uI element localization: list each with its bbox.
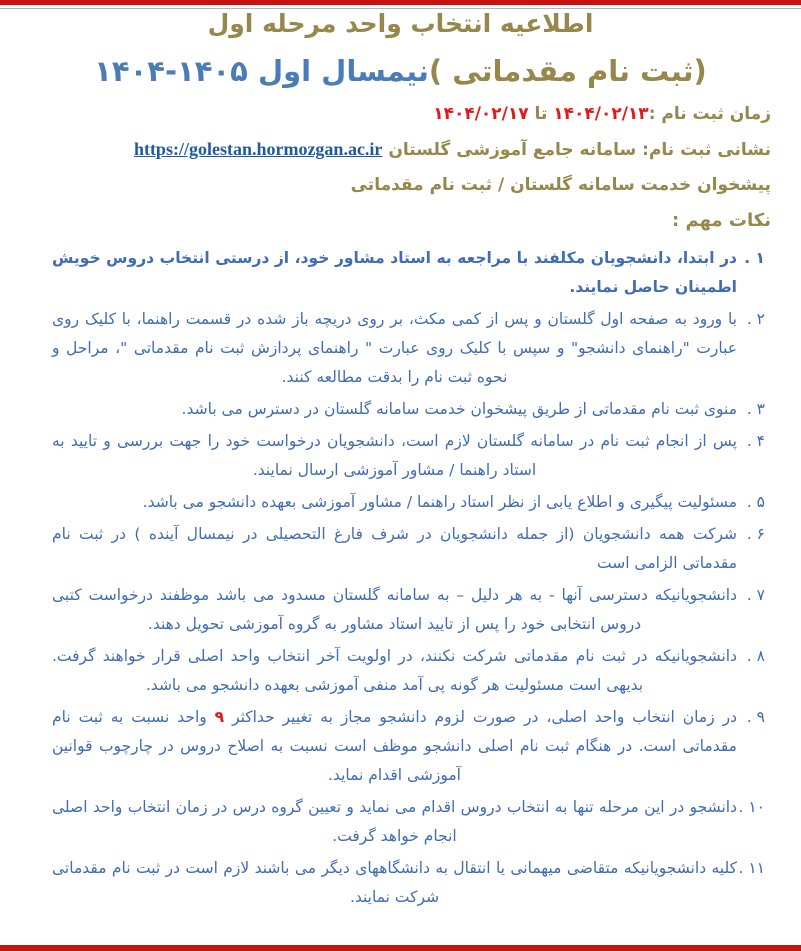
note-text: کلیه دانشجویانیکه متقاضی میهمانی یا انتقال به دانشگاههای دیگر می باشند لازم است در ثبت نام مقدماتی شرکت نمایند.: [52, 859, 737, 906]
note-text: شرکت همه دانشجویان (از جمله دانشجویان در شرف فارغ التحصیلی در نیمسال آینده ) در ثبت نام مقدماتی الزامی است: [52, 525, 737, 572]
important-notes-label: نکات مهم :: [672, 210, 771, 231]
note-text: با ورود به صفحه اول گلستان و پس از کمی مکث، بر روی دریچه باز شده در قسمت راهنما، با کلیک روی عبارت "راهنمای دانشجو" و سپس با کلیک روی عبارت " راهنمای پردازش ثبت نام مقدماتی "، مراحل و نحوه ثبت نام را بدقت مطالعه کنند.: [52, 310, 737, 386]
note-number: ۶ .: [746, 525, 765, 543]
registration-address-line: [30, 138, 771, 162]
registration-time-line: [30, 103, 771, 126]
service-path-line: پیشخوان خدمت سامانه گلستان / ثبت نام مقدماتی: [350, 175, 771, 195]
note-number: ۱ .: [744, 249, 765, 267]
note-number: ۹ .: [746, 708, 765, 726]
golestan-url-link[interactable]: https://golestan.hormozgan.ac.ir: [133, 139, 383, 159]
note-number: ۱۰ .: [738, 798, 765, 816]
registration-info: [30, 103, 771, 232]
note-item: [52, 427, 765, 485]
top-red-divider: [0, 0, 801, 5]
note-number: ۴ .: [746, 432, 765, 450]
note-item: [52, 244, 765, 302]
note-text: در زمان انتخاب واحد اصلی، در صورت لزوم دانشجو مجاز به تغییر حداکثر ۹ واحد نسبت به ثبت نام مقدماتی است. در هنگام ثبت نام اصلی دانشجو موظف است نسبت به اصلاح دروس در چارچوب قوانین آموزشی اقدام نماید.: [52, 708, 737, 784]
top-gray-divider: [0, 8, 801, 9]
subtitle-semester-part: نیمسال اول ۱۴۰۵-۱۴۰۴: [94, 54, 429, 88]
note-number: ۸ .: [746, 647, 765, 665]
note-number: ۷ .: [746, 586, 765, 604]
until-word: تا: [528, 104, 554, 124]
note-text: دانشجویانیکه در ثبت نام مقدماتی شرکت نکنند، در اولویت آخر انتخاب واحد اصلی قرار خواهند گرفت. بدیهی است مسئولیت هر گونه پی آمد منفی آموزشی بعهده دانشجو می باشد.: [52, 647, 737, 694]
notes-list: [0, 244, 801, 912]
note-item: [52, 854, 765, 912]
note-text: دانشجویانیکه دسترسی آنها - به هر دلیل – به سامانه گلستان مسدود می باشد موظفند درخواست کتبی دروس انتخابی خود را پس از تایید استاد مشاور به گروه آموزشی تحویل دهند.: [52, 586, 737, 633]
note-number: ۳ .: [746, 400, 765, 418]
note-number: ۱۱ .: [738, 859, 765, 877]
note-item: [52, 703, 765, 790]
page-title: اطلاعیه انتخاب واحد مرحله اول: [207, 9, 594, 38]
bottom-red-divider: [0, 945, 801, 951]
note-number: ۵ .: [746, 493, 765, 511]
registration-date-from: ۱۴۰۴/۰۲/۱۳: [553, 104, 649, 124]
note-text: منوی ثبت نام مقدماتی از طریق پیشخوان خدمت سامانه گلستان در دسترس می باشد.: [181, 400, 737, 418]
note-item: [52, 793, 765, 851]
subtitle-registration-part: (ثبت نام مقدماتی ): [428, 54, 707, 88]
registration-date-to: ۱۴۰۴/۰۲/۱۷: [433, 104, 529, 124]
note-number: ۲ .: [746, 310, 765, 328]
note-item: [52, 395, 765, 424]
registration-address-label: نشانی ثبت نام: سامانه جامع آموزشی گلستان: [382, 140, 771, 160]
page-subtitle: [0, 49, 801, 93]
note-item: [52, 305, 765, 392]
note-item: [52, 488, 765, 517]
note-text: دانشجو در این مرحله تنها به انتخاب دروس اقدام می نماید و تعیین گروه درس در زمان انتخاب واحد اصلی انجام خواهد گرفت.: [52, 798, 737, 845]
note-item: [52, 642, 765, 700]
note-text: مسئولیت پیگیری و اطلاع یابی از نظر استاد راهنما / مشاور آموزشی بعهده دانشجو می باشد.: [142, 493, 737, 511]
note-text: پس از انجام ثبت نام در سامانه گلستان لازم است، دانشجویان درخواست خود را جهت بررسی و تایید به استاد راهنما / مشاور آموزشی ارسال نمایند.: [52, 432, 737, 479]
registration-time-label: زمان ثبت نام :: [648, 104, 771, 124]
note-text: در ابتدا، دانشجویان مکلفند با مراجعه به استاد مشاور خود، از درستی انتخاب دروس خویش اطمینان حاصل نمایند.: [52, 249, 737, 296]
note-item: [52, 520, 765, 578]
note-item: [52, 581, 765, 639]
